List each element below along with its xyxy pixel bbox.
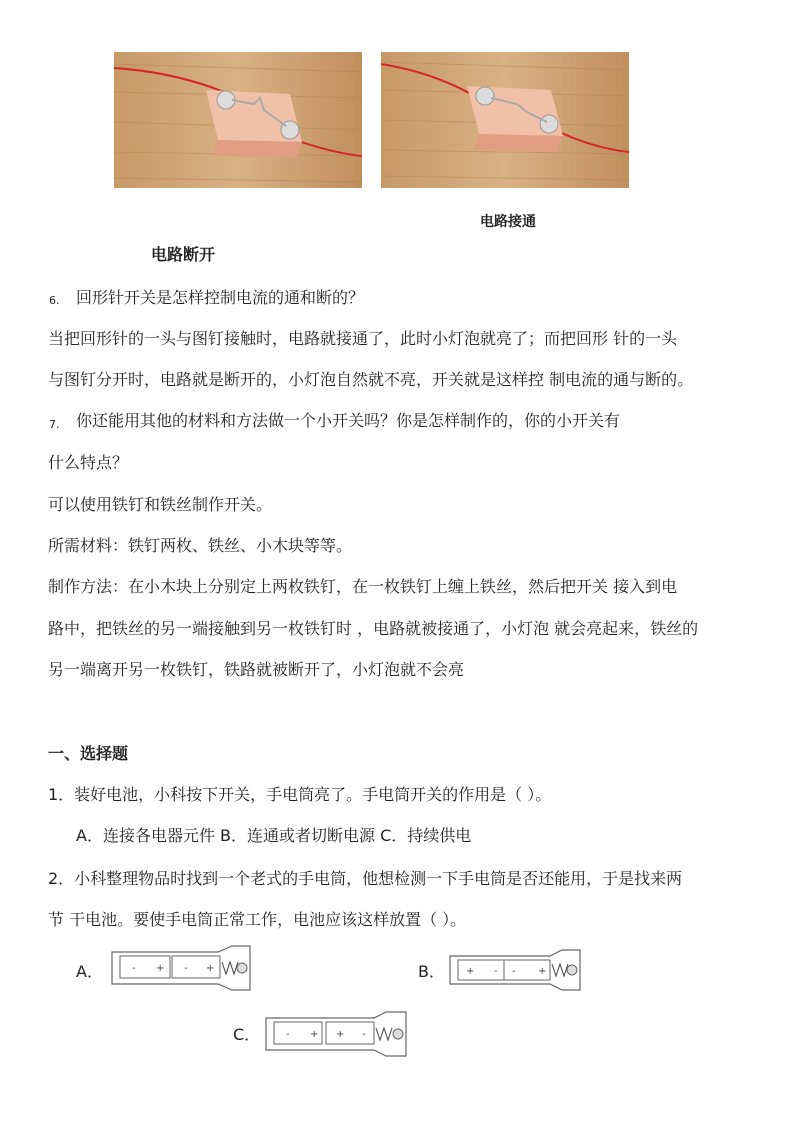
flashlight-diagram-b [446, 948, 584, 996]
battery-a1-minus: - [132, 963, 136, 974]
battery-c2-minus: - [362, 1029, 366, 1040]
question-7-number: 7. [49, 418, 60, 431]
option-b-label: B． [418, 962, 445, 981]
option-c-label: C． [233, 1025, 261, 1044]
question-7-answer-line-4: 路中，把铁丝的另一端接触到另一枚铁钉时 ，电路就被接通了，小灯泡 就会亮起来，铁丝的 [48, 619, 699, 638]
mc-question-1-options: A．连接各电器元件 B．连通或者切断电源 C．持续供电 [76, 826, 472, 845]
question-6-answer-line-2: 与图钉分开时，电路就是断开的，小灯泡自然就不亮，开关就是这样控 制电流的通与断的。 [48, 370, 694, 389]
question-6-answer-line-1: 当把回形针的一头与图钉接触时，电路就接通了，此时小灯泡就亮了；而把回形 针的一头 [48, 329, 678, 348]
battery-b2-plus: + [538, 966, 547, 977]
battery-a2-minus: - [184, 963, 188, 974]
question-6-number: 6. [49, 294, 60, 307]
question-7-answer-line-3: 制作方法：在小木块上分别定上两枚铁钉，在一枚铁钉上缠上铁丝，然后把开关 接入到电 [48, 577, 678, 596]
question-7-answer-line-1: 可以使用铁钉和铁丝制作开关。 [48, 495, 273, 514]
caption-circuit-connected: 电路接通 [480, 214, 536, 230]
caption-circuit-open: 电路断开 [151, 245, 216, 264]
battery-c2-plus: + [336, 1029, 345, 1040]
question-7-answer-line-2: 所需材料：铁钉两枚、铁丝、小木块等等。 [48, 536, 353, 555]
photo-paperclip-switch-open [114, 52, 362, 188]
flashlight-diagram-a [108, 944, 254, 996]
battery-c1-plus: + [310, 1029, 319, 1040]
battery-a2-plus: + [206, 963, 215, 974]
mc-question-2-stem-line-2: 节 干电池。要使手电筒正常工作，电池应该这样放置（ ）。 [48, 910, 467, 929]
question-7-text-line-1: 你还能用其他的材料和方法做一个小开关吗？你是怎样制作的，你的小开关有 [76, 411, 621, 430]
option-a-label: A． [76, 962, 103, 981]
section-title: 一、选择题 [48, 744, 129, 763]
mc-question-1-stem: 1．装好电池，小科按下开关，手电筒亮了。手电筒开关的作用是（ ）。 [48, 785, 552, 804]
battery-b1-minus: - [494, 966, 498, 977]
battery-b2-minus: - [512, 966, 516, 977]
battery-a1-plus: + [156, 963, 165, 974]
photo-paperclip-switch-closed [381, 52, 629, 188]
flashlight-diagram-c [262, 1010, 410, 1062]
question-6-text: 回形针开关是怎样控制电流的通和断的？ [76, 288, 365, 307]
question-7-answer-line-5: 另一端离开另一枚铁钉，铁路就被断开了，小灯泡就不会亮 [48, 660, 465, 679]
question-7-text-line-2: 什么特点？ [48, 453, 129, 472]
battery-b1-plus: + [466, 966, 475, 977]
mc-question-2-stem-line-1: 2．小科整理物品时找到一个老式的手电筒，他想检测一下手电筒是否还能用，于是找来两 [48, 869, 683, 888]
battery-c1-minus: - [286, 1029, 290, 1040]
